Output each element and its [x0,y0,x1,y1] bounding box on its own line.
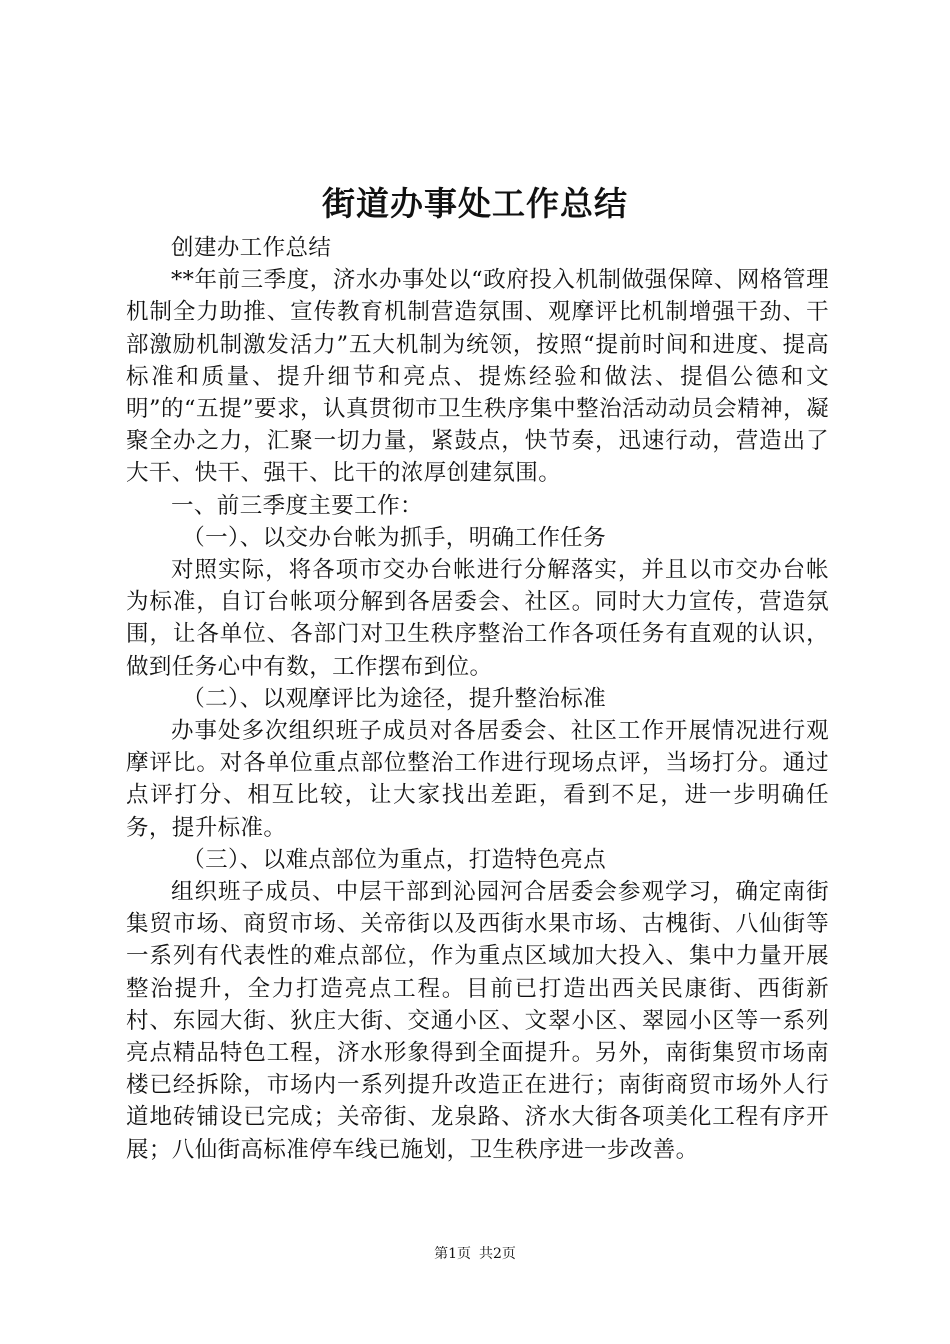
paragraph-subtitle: 创建办工作总结 [171,235,332,261]
document-body [126,232,829,1166]
paragraph-section-1: 对照实际，将各项市交办台帐进行分解落实，并且以市交办台帐为标准，自订台帐项分解到各居委会、社区。同时大力宣传，营造氛围，让各单位、各部门对卫生秩序整治工作各项任务有直观的认识，做到任务心中有数，工作摆布到位。 [126,557,829,680]
subsection-heading-2: （二）、以观摩评比为途径，提升整治标准 [182,685,607,712]
subsection-heading-3: （三）、以难点部位为重点，打造特色亮点 [182,846,607,873]
page-total: 共2页 [479,1246,516,1262]
paragraph-section-3: 组织班子成员、中层干部到沁园河合居委会参观学习，确定南街集贸市场、商贸市场、关帝街以及西街水果市场、古槐街、八仙街等一系列有代表性的难点部位，作为重点区域加大投入、集中力量开展整治提升，全力打造亮点工程。目前已打造出西关民康街、西街新村、东园大街、狄庄大街、交通小区、文翠小区、翠园小区等一系列亮点精品特色工程，济水形象得到全面提升。另外，南街集贸市场南楼已经拆除，市场内一系列提升改造正在进行；南街商贸市场外人行道地砖铺设已完成；关帝街、龙泉路、济水大街各项美化工程有序开展；八仙街高标准停车线已施划，卫生秩序进一步改善。 [126,879,829,1163]
page-footer [0,1244,950,1264]
paragraph-section-2: 办事处多次组织班子成员对各居委会、社区工作开展情况进行观摩评比。对各单位重点部位整治工作进行现场点评，当场打分。通过点评打分、相互比较，让大家找出差距，看到不足，进一步明确任务，提升标准。 [126,718,829,841]
document-title: 街道办事处工作总结 [322,184,628,223]
section-heading: 一、前三季度主要工作： [171,492,423,519]
subsection-heading-1: （一）、以交办台帐为抓手，明确工作任务 [182,524,607,551]
paragraph-intro: **年前三季度，济水办事处以“政府投入机制做强保障、网格管理机制全力助推、宣传教育机制营造氛围、观摩评比机制增强干劲、干部激励机制激发活力”五大机制为统领，按照“提前时间和进度、提高标准和质量、提升细节和亮点、提炼经验和做法、提倡公德和文明”的“五提”要求，认真贯彻市卫生秩序集中整治活动动员会精神，凝聚全办之力，汇聚一切力量，紧鼓点，快节奏，迅速行动，营造出了大干、快干、强干、比干的浓厚创建氛围。 [126,267,829,487]
page-number: 第1页 [434,1246,471,1262]
